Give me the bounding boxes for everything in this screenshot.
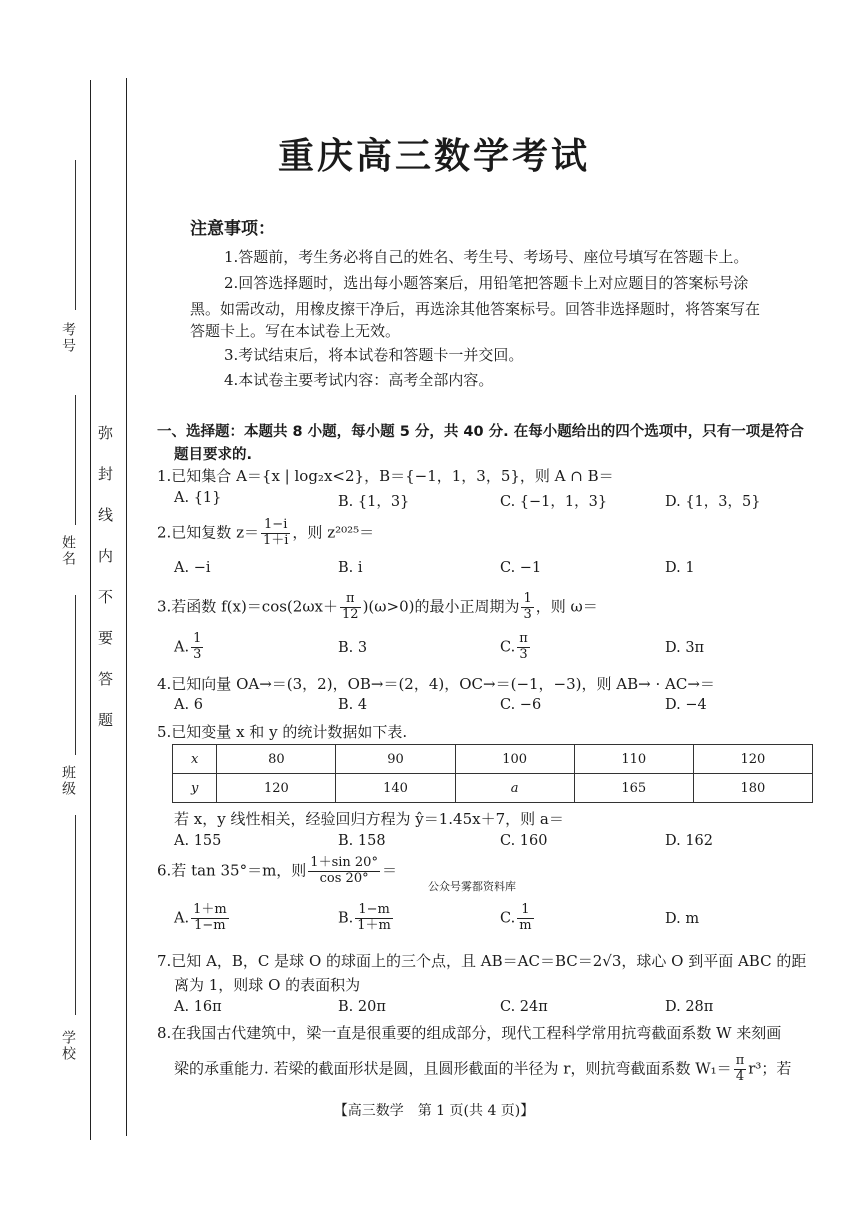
question-5-stem: 5.已知变量 x 和 y 的统计数据如下表. bbox=[157, 723, 408, 741]
question-5-followup: 若 x，y 线性相关，经验回归方程为 ŷ＝1.45x＋7，则 a＝ bbox=[174, 810, 564, 828]
q3-frac-phase bbox=[340, 592, 361, 623]
question-7-line2: 离为 1，则球 O 的表面积为 bbox=[174, 976, 361, 994]
margin-rule-left bbox=[90, 80, 91, 1140]
q4-option-a: A. 6 bbox=[174, 697, 203, 713]
seal-warning: 弥封线内不要答题 bbox=[96, 425, 114, 753]
q3-c-den: 3 bbox=[519, 646, 528, 662]
q3-stem-b: )(ω>0)的最小正周期为 bbox=[362, 597, 520, 616]
table-cell: 120 bbox=[217, 774, 336, 803]
table-cell: 100 bbox=[455, 745, 574, 774]
q4-option-d: D. −4 bbox=[665, 697, 707, 713]
table-cell: y bbox=[173, 774, 217, 803]
q6-c-den: m bbox=[519, 917, 532, 933]
class-label: 班级 bbox=[60, 765, 76, 797]
name-label: 姓名 bbox=[60, 535, 76, 567]
q6-c-frac bbox=[517, 903, 533, 934]
q2-option-b: B. i bbox=[338, 560, 363, 576]
q2-den: 1＋i bbox=[262, 532, 289, 548]
q6-a-label: A. bbox=[174, 910, 190, 927]
q6-b-num: 1−m bbox=[355, 903, 393, 919]
q2-stem-a: 2.已知复数 z＝ bbox=[157, 523, 259, 542]
footer-text: 【高三数学 第 1 页(共 4 页)】 bbox=[333, 1103, 535, 1119]
table-cell: 140 bbox=[336, 774, 455, 803]
page-footer bbox=[0, 1100, 868, 1120]
q7-option-c: C. 24π bbox=[500, 999, 548, 1015]
q3-a-num: 1 bbox=[193, 631, 202, 646]
q3-period-den: 3 bbox=[523, 606, 532, 622]
q6-den: cos 20° bbox=[319, 870, 369, 886]
q3-a-frac bbox=[191, 632, 203, 663]
table-row-y bbox=[173, 774, 813, 803]
q1-option-d: D. {1，3，5} bbox=[665, 494, 761, 510]
notice-line: 1.答题前，考生务必将自己的姓名、考生号、考场号、座位号填写在答题卡上。 bbox=[224, 248, 749, 266]
table-cell: x bbox=[173, 745, 217, 774]
section-heading: 一、选择题：本题共 8 小题，每小题 5 分，共 40 分. 在每小题给出的四个选项中，只有一项是符合 bbox=[157, 424, 804, 440]
q3-c-label: C. bbox=[500, 639, 516, 656]
q2-fraction bbox=[261, 518, 290, 549]
q2-option-d: D. 1 bbox=[665, 560, 695, 576]
class-blank bbox=[75, 595, 76, 755]
question-4-stem: 4.已知向量 OA→＝(3，2)，OB→＝(2，4)，OC→＝(−1，−3)，则 AB→ · AC→＝ bbox=[157, 675, 715, 693]
q6-a-frac bbox=[191, 903, 229, 934]
table-cell: 180 bbox=[693, 774, 812, 803]
section-heading-cont: 题目要求的. bbox=[174, 447, 253, 463]
q6-option-d: D. m bbox=[665, 911, 700, 927]
q6-option-b bbox=[338, 903, 395, 934]
notice-line: 答题卡上。写在本试卷上无效。 bbox=[190, 322, 401, 340]
question-6-stem bbox=[157, 856, 397, 887]
question-3-stem bbox=[157, 592, 598, 623]
q3-option-d: D. 3π bbox=[665, 640, 705, 656]
q6-b-den: 1＋m bbox=[357, 917, 391, 933]
q3-phase-den: 12 bbox=[342, 606, 359, 622]
q3-frac-period bbox=[521, 592, 533, 623]
question-8-line2 bbox=[174, 1054, 791, 1085]
table-cell: 90 bbox=[336, 745, 455, 774]
q3-option-b: B. 3 bbox=[338, 640, 368, 656]
table-cell: 110 bbox=[574, 745, 693, 774]
q3-a-den: 3 bbox=[193, 646, 202, 662]
q3-stem-a: 3.若函数 f(x)＝cos(2ωx＋ bbox=[157, 597, 339, 616]
q3-option-a bbox=[174, 632, 205, 663]
notice-line: 3.考试结束后，将本试卷和答题卡一并交回。 bbox=[224, 346, 524, 364]
q8-line2-text: 梁的承重能力. 若梁的截面形状是圆，且圆形截面的半径为 r，则抗弯截面系数 W₁＝ bbox=[174, 1059, 732, 1078]
q2-option-a: A. −i bbox=[174, 560, 211, 576]
q2-num: 1−i bbox=[261, 518, 290, 534]
q8-w-num: π bbox=[735, 1053, 745, 1068]
q1-option-b: B. {1，3} bbox=[338, 494, 410, 510]
school-blank bbox=[75, 815, 76, 1015]
question-2-stem bbox=[157, 518, 374, 549]
notice-line: 黑。如需改动，用橡皮擦干净后，再选涂其他答案标号。回答非选择题时，将答案写在 bbox=[190, 300, 761, 318]
watermark-text: 公众号雾都资料库 bbox=[428, 880, 516, 893]
q6-c-num: 1 bbox=[517, 903, 533, 919]
notice-line: 2.回答选择题时，选出每小题答案后，用铅笔把答题卡上对应题目的答案标号涂 bbox=[224, 274, 749, 292]
table-cell: 165 bbox=[574, 774, 693, 803]
q3-a-label: A. bbox=[174, 639, 190, 656]
q5-option-c: C. 160 bbox=[500, 833, 548, 849]
q5-option-a: A. 155 bbox=[174, 833, 222, 849]
table-cell: 80 bbox=[217, 745, 336, 774]
q3-stem-c: ，则 ω＝ bbox=[535, 597, 598, 616]
q6-num: 1＋sin 20° bbox=[310, 855, 378, 870]
q5-option-b: B. 158 bbox=[338, 833, 386, 849]
margin-rule-right bbox=[126, 78, 127, 1136]
q3-period-num: 1 bbox=[523, 591, 532, 606]
school-label: 学校 bbox=[60, 1030, 76, 1062]
q7-option-b: B. 20π bbox=[338, 999, 386, 1015]
q2-option-c: C. −1 bbox=[500, 560, 542, 576]
question-8-line1: 8.在我国古代建筑中，梁一直是很重要的组成部分，现代工程科学常用抗弯截面系数 W 来刻画 bbox=[157, 1024, 782, 1042]
q1-option-c: C. {−1，1，3} bbox=[500, 494, 608, 510]
q6-fraction bbox=[308, 856, 380, 887]
q2-stem-b: ，则 z²⁰²⁵＝ bbox=[292, 523, 375, 542]
question-7-line1: 7.已知 A，B，C 是球 O 的球面上的三个点，且 AB＝AC＝BC＝2√3，球心 O 到平面 ABC 的距 bbox=[157, 952, 807, 970]
q6-b-label: B. bbox=[338, 910, 354, 927]
q6-a-num: 1＋m bbox=[193, 902, 227, 917]
q3-c-frac bbox=[517, 632, 530, 663]
stat-table bbox=[172, 744, 813, 803]
q6-a-den: 1−m bbox=[194, 917, 226, 933]
q8-w-frac bbox=[734, 1054, 747, 1085]
question-1-stem: 1.已知集合 A＝{x | log₂x<2}，B＝{−1，1，3，5}，则 A ∩ B＝ bbox=[157, 467, 614, 485]
table-cell: a bbox=[455, 774, 574, 803]
exam-no-label: 考号 bbox=[60, 322, 76, 354]
exam-no-blank bbox=[75, 160, 76, 310]
q7-option-a: A. 16π bbox=[174, 999, 222, 1015]
q1-option-a: A. {1} bbox=[174, 490, 222, 506]
name-blank bbox=[75, 395, 76, 525]
q3-option-c bbox=[500, 632, 532, 663]
q6-option-a bbox=[174, 903, 231, 934]
q7-option-d: D. 28π bbox=[665, 999, 714, 1015]
q6-stem-b: ＝ bbox=[381, 861, 397, 880]
q6-stem-a: 6.若 tan 35°＝m，则 bbox=[157, 861, 307, 880]
q4-option-b: B. 4 bbox=[338, 697, 368, 713]
page-title: 重庆高三数学考试 bbox=[277, 136, 590, 177]
table-row-x bbox=[173, 745, 813, 774]
q8-w-den: 4 bbox=[735, 1068, 745, 1084]
q3-phase-num: π bbox=[340, 592, 361, 608]
q4-option-c: C. −6 bbox=[500, 697, 542, 713]
q6-option-c bbox=[500, 903, 536, 934]
notice-line: 4.本试卷主要考试内容：高考全部内容。 bbox=[224, 371, 494, 389]
q8-line2-end: r³；若 bbox=[748, 1059, 792, 1078]
q6-b-frac bbox=[355, 903, 393, 934]
q5-option-d: D. 162 bbox=[665, 833, 714, 849]
q3-c-num: π bbox=[519, 631, 528, 646]
table-cell: 120 bbox=[693, 745, 812, 774]
q6-c-label: C. bbox=[500, 910, 516, 927]
notice-heading: 注意事项： bbox=[190, 219, 275, 239]
